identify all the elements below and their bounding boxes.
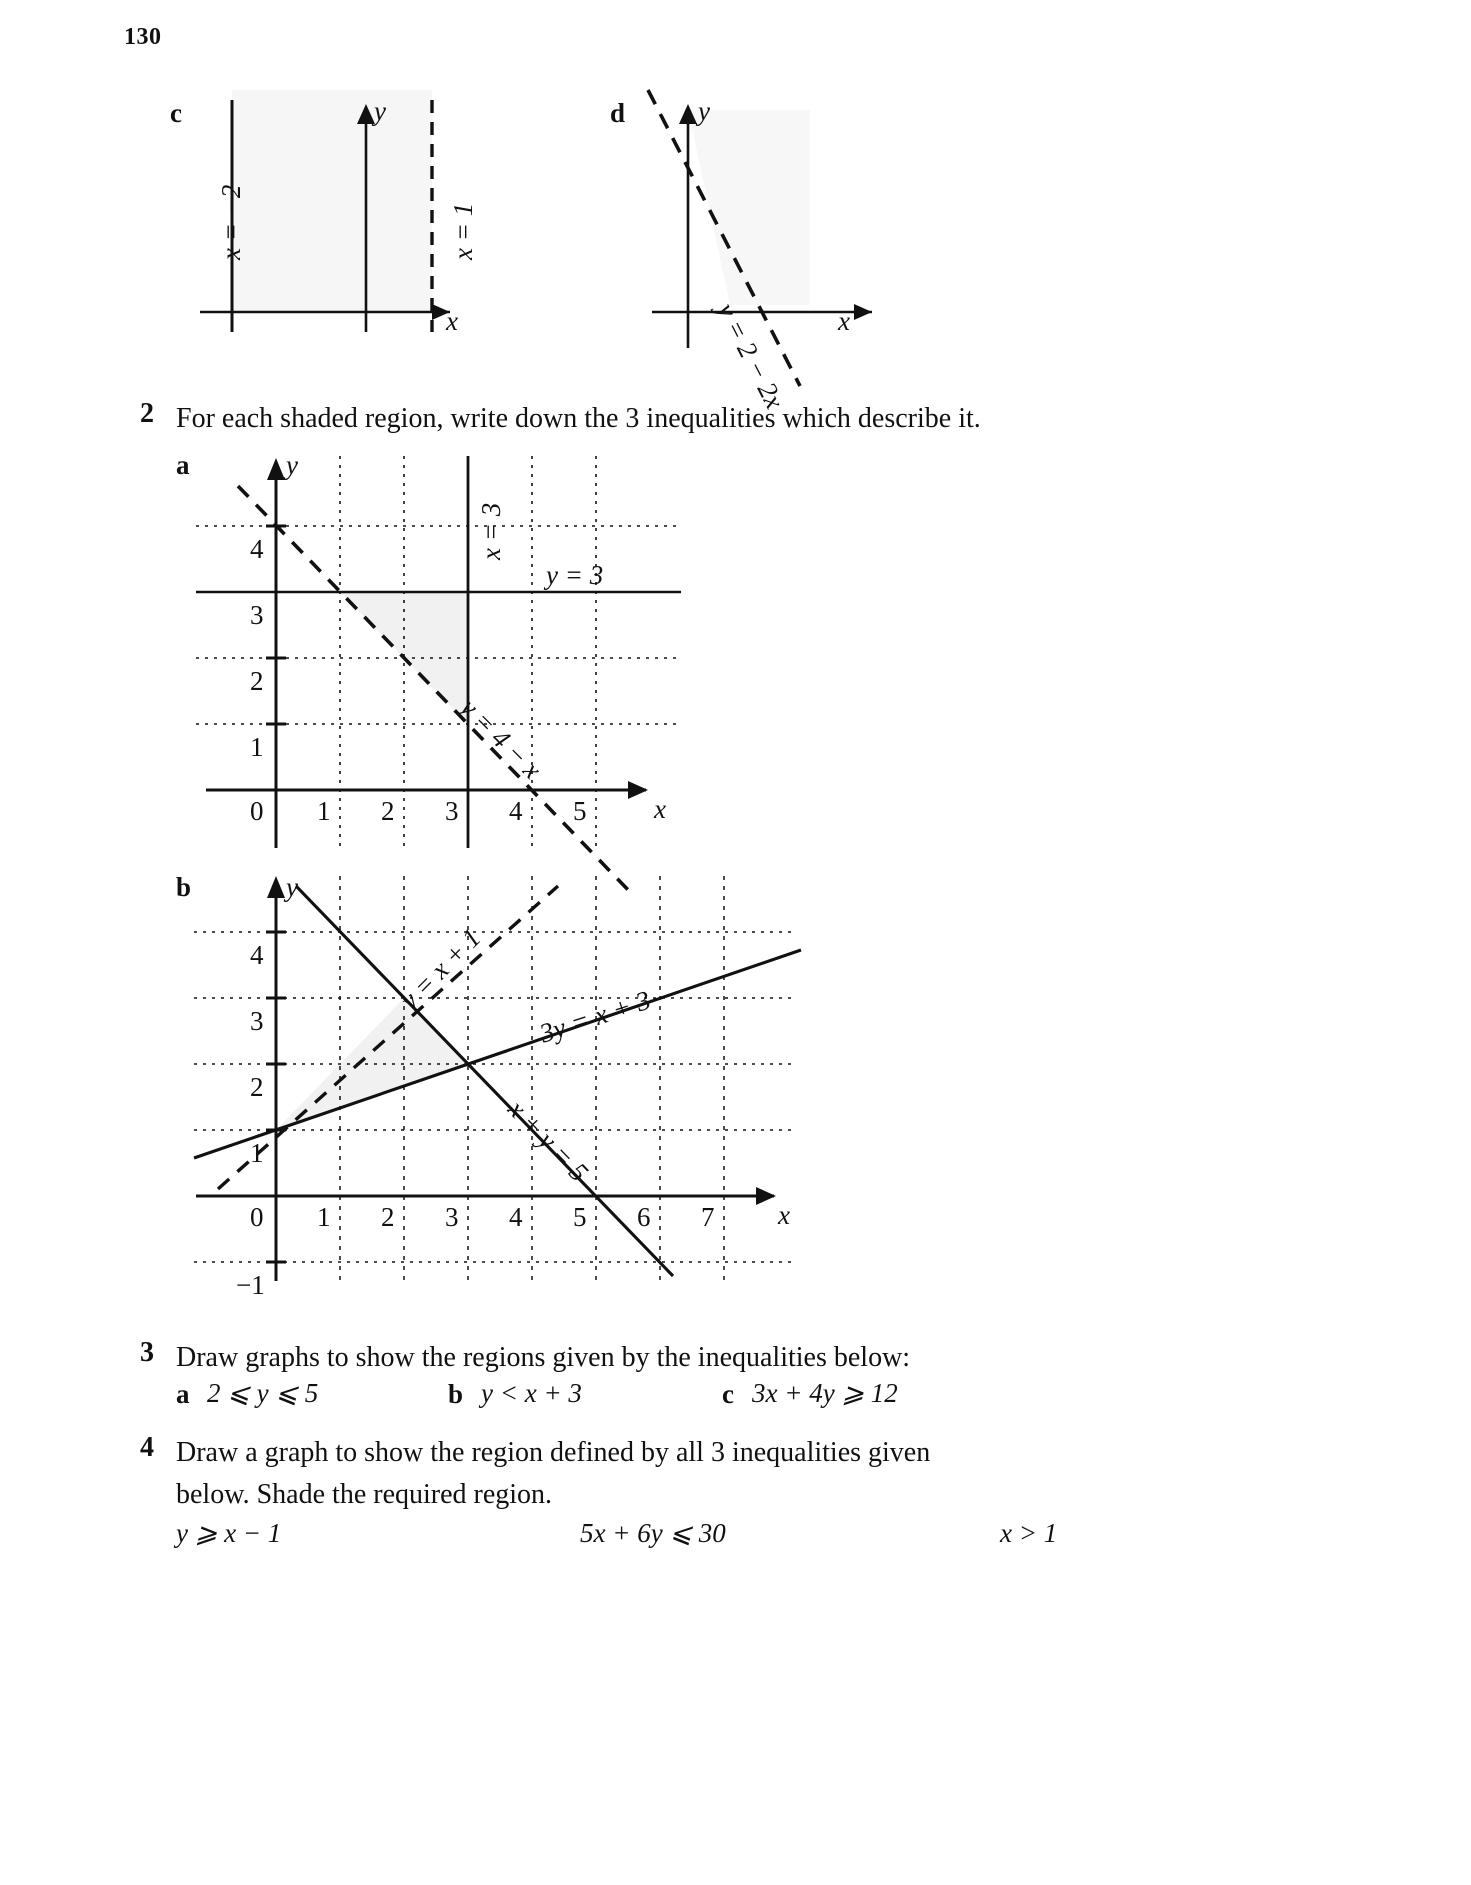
question-3-item-b-letter: b (448, 1379, 464, 1409)
figure-c-left-line-label: x = −2 (216, 184, 246, 260)
figure-2b-ylabel-4: 4 (250, 940, 264, 970)
figure-2a-xlabel-1: 1 (317, 796, 331, 826)
figure-2a-xlabel-0: 0 (250, 796, 264, 826)
figure-2a-x-axis-label: x (654, 794, 666, 824)
figure-d-line-label: y = 2 − 2x (711, 298, 790, 414)
figure-2a-y-axis-label: y (286, 450, 298, 480)
figure-2a-ylabel-3: 3 (250, 600, 264, 630)
figure-2a-xlabel-2: 2 (381, 796, 395, 826)
question-3-item-b-expr: y < x + 3 (481, 1378, 582, 1408)
figure-2b-letter: b (176, 872, 192, 902)
figure-c-shaded-region (232, 90, 432, 312)
question-2-text: For each shaded region, write down the 3 inequalities which describe it. (176, 403, 981, 434)
figure-d-letter: d (610, 98, 626, 128)
figure-2b-xlabel-7: 7 (701, 1202, 715, 1232)
figure-2b-ylabel-2: 2 (250, 1072, 264, 1102)
figure-2b-xlabel-6: 6 (637, 1202, 651, 1232)
question-3-item-c-expr: 3x + 4y ⩾ 12 (752, 1378, 898, 1408)
figure-2b-x-axis-label: x (778, 1200, 790, 1230)
figure-2b-y-arrowhead (267, 876, 285, 898)
figure-c-letter: c (170, 98, 182, 128)
figure-2b-y-axis-label: y (286, 872, 298, 902)
figure-2b-svg (176, 866, 816, 1291)
figure-2a-xlabel-3: 3 (445, 796, 459, 826)
figure-2a-label-y-eq-3: y = 3 (546, 560, 604, 590)
figure-2b-label-y-eq-x-plus-1: y = x + 1 (394, 922, 487, 1016)
question-4-item-1-expr: y ⩾ x − 1 (176, 1518, 282, 1548)
figure-2a-xlabel-5: 5 (573, 796, 587, 826)
question-3-item-a-letter: a (176, 1379, 190, 1409)
page-number: 130 (124, 24, 162, 50)
figure-2b-ylabel-1: 1 (250, 1138, 264, 1168)
figure-2a-ylabel-1: 1 (250, 732, 264, 762)
question-4-item-3-expr: x > 1 (1000, 1518, 1058, 1548)
figure-2b-xlabel-4: 4 (509, 1202, 523, 1232)
question-3-item-c-letter: c (722, 1379, 734, 1409)
question-3-item-a-expr: 2 ⩽ y ⩽ 5 (207, 1378, 319, 1408)
figure-d-x-arrowhead (854, 304, 872, 320)
figure-2a-x-arrowhead (628, 781, 648, 799)
figure-2b-ylabel-minus1: −1 (236, 1270, 265, 1300)
figure-c-x-axis-label: x (446, 306, 458, 336)
figure-2b-label-x-plus-y-eq-5: x + y = 5 (502, 1094, 595, 1188)
figure-2b-xlabel-0: 0 (250, 1202, 264, 1232)
question-4-text-line-2: below. Shade the required region. (176, 1479, 553, 1510)
figure-2b (176, 866, 816, 1300)
figure-2a-label-x-eq-3: x = 3 (476, 502, 506, 560)
figure-2a-label-y-eq-4-minus-x: y = 4 − x (454, 692, 548, 785)
question-2-number: 2 (140, 398, 154, 429)
figure-2a-xlabel-4: 4 (509, 796, 523, 826)
figure-2b-xlabel-2: 2 (381, 1202, 395, 1232)
figure-d-x-axis-label: x (838, 306, 850, 336)
figure-2b-xlabel-3: 3 (445, 1202, 459, 1232)
question-4-item-2-expr: 5x + 6y ⩽ 30 (580, 1518, 726, 1548)
figure-c-right-line-label: x = 1 (448, 202, 478, 260)
figure-d-y-axis-label: y (698, 96, 710, 126)
figure-2a-y-arrowhead (267, 458, 285, 480)
figure-2a-letter: a (176, 450, 190, 480)
question-3-number: 3 (140, 1337, 154, 1368)
figure-2b-line-3y-eq-x-plus-3 (194, 950, 801, 1158)
figure-c-y-axis-label: y (374, 96, 386, 126)
figure-d (610, 90, 910, 414)
figure-c (170, 90, 490, 340)
figure-2b-xlabel-5: 5 (573, 1202, 587, 1232)
figure-2a (176, 448, 696, 863)
figure-2b-ylabel-3: 3 (250, 1006, 264, 1036)
figure-2b-x-arrowhead (756, 1187, 776, 1205)
figure-2a-ylabel-2: 2 (250, 666, 264, 696)
figure-2b-xlabel-1: 1 (317, 1202, 331, 1232)
question-3-text: Draw graphs to show the regions given by the inequalities below: (176, 1342, 911, 1373)
figure-2a-ylabel-4: 4 (250, 534, 264, 564)
figure-2b-label-3y-eq-x-plus-3: 3y = x + 3 (536, 984, 655, 1049)
figure-d-shaded-region (688, 110, 810, 305)
question-4-number: 4 (140, 1432, 154, 1463)
question-4-text-line-1: Draw a graph to show the region defined by all 3 inequalities given (176, 1437, 931, 1468)
